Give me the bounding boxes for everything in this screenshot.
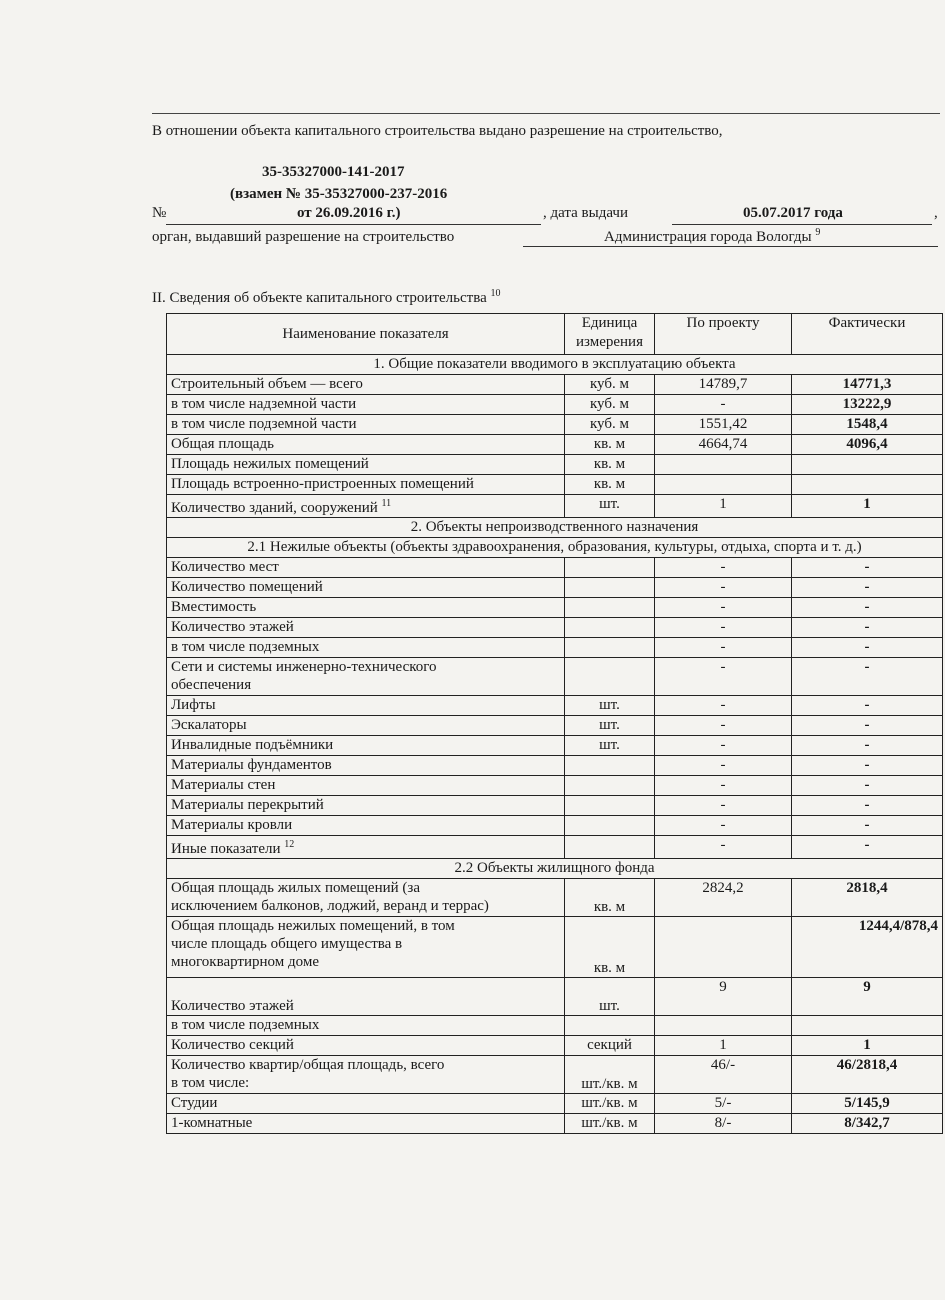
table-row: Общая площадь нежилых помещений, в том числе площадь общего имущества в многоквартирном доме кв. м 1244,4/878,4 [167, 917, 943, 978]
table-row: в том числе подземной части куб. м 1551,42 1548,4 [167, 415, 943, 435]
table-row: Количество мест - - [167, 558, 943, 578]
table-row: Студии шт./кв. м 5/- 5/145,9 [167, 1094, 943, 1114]
table-row: Площадь встроенно-пристроенных помещений кв. м [167, 475, 943, 495]
permit-number-line2: (взамен № 35-35327000-237-2016 [230, 186, 448, 202]
table-row: Материалы кровли - - [167, 816, 943, 836]
table-row: Вместимость - - [167, 598, 943, 618]
object-info-table [166, 313, 943, 1134]
footnote-12: 12 [284, 839, 295, 850]
date-label: , дата выдачи [543, 205, 628, 221]
table-row: Количество квартир/общая площадь, всего в том числе: шт./кв. м 46/- 46/2818,4 [167, 1056, 943, 1094]
table-row: Материалы стен - - [167, 776, 943, 796]
table-row: Количество этажей шт. 9 9 [167, 978, 943, 1016]
table-row: 1-комнатные шт./кв. м 8/- 8/342,7 [167, 1114, 943, 1134]
table-row: в том числе подземных [167, 1016, 943, 1036]
section2-footnote: 10 [490, 288, 501, 299]
table-row: Количество помещений - - [167, 578, 943, 598]
authority-footnote: 9 [815, 227, 821, 238]
table-row: Количество этажей - - [167, 618, 943, 638]
table-row: в том числе подземных - - [167, 638, 943, 658]
authority-underline [523, 246, 938, 247]
permit-number-label: № [152, 205, 167, 221]
section-row: 2.1 Нежилые объекты (объекты здравоохранения, образования, культуры, отдыха, спорта и т. д.) [167, 538, 943, 558]
header-unit: Единица измерения [565, 314, 655, 355]
header-project: По проекту [655, 314, 792, 355]
table-row: Общая площадь жилых помещений (за исключением балконов, лоджий, веранд и террас) кв. м 2824,2 2818,4 [167, 879, 943, 917]
table-header [167, 314, 943, 355]
table-row: Площадь нежилых помещений кв. м [167, 455, 943, 475]
table-row: Сети и системы инженерно-технического обеспечения - - [167, 658, 943, 696]
footnote-11: 11 [381, 498, 392, 509]
table-row: Общая площадь кв. м 4664,74 4096,4 [167, 435, 943, 455]
section-row: 2.2 Объекты жилищного фонда [167, 859, 943, 879]
section-row: 1. Общие показатели вводимого в эксплуатацию объекта [167, 355, 943, 375]
date-value: 05.07.2017 года [743, 205, 843, 221]
date-underline [672, 224, 932, 225]
section2-title: II. Сведения об объекте капитального строительства $^{10}$ [152, 288, 501, 306]
authority-value: Администрация города Вологды $^9$ [604, 227, 821, 245]
table-row: Материалы перекрытий - - [167, 796, 943, 816]
table-row: Иные показатели $^{12}$ - - [167, 836, 943, 859]
authority-label: орган, выдавший разрешение на строительство [152, 229, 455, 245]
table-row: Количество секций секций 1 1 [167, 1036, 943, 1056]
section-row: 2. Объекты непроизводственного назначения [167, 518, 943, 538]
table-row: в том числе надземной части куб. м - 13222,9 [167, 395, 943, 415]
permit-intro: В отношении объекта капитального строительства выдано разрешение на строительство, [152, 123, 723, 139]
table-row: Материалы фундаментов - - [167, 756, 943, 776]
header-name: Наименование показателя [167, 314, 565, 355]
header-actual: Фактически [792, 314, 943, 355]
table-row: Лифты шт. - - [167, 696, 943, 716]
permit-number-line1: 35-35327000-141-2017 [262, 164, 405, 180]
table-row: Строительный объем — всего куб. м 14789,7 14771,3 [167, 375, 943, 395]
permit-number-underline [166, 224, 541, 225]
date-end: , [934, 205, 938, 221]
permit-number-line3: от 26.09.2016 г.) [297, 205, 401, 221]
top-rule [152, 113, 940, 114]
table-row: Эскалаторы шт. - - [167, 716, 943, 736]
table-row: Количество зданий, сооружений $^{11}$ шт. 1 1 [167, 495, 943, 518]
table-row: Инвалидные подъёмники шт. - - [167, 736, 943, 756]
